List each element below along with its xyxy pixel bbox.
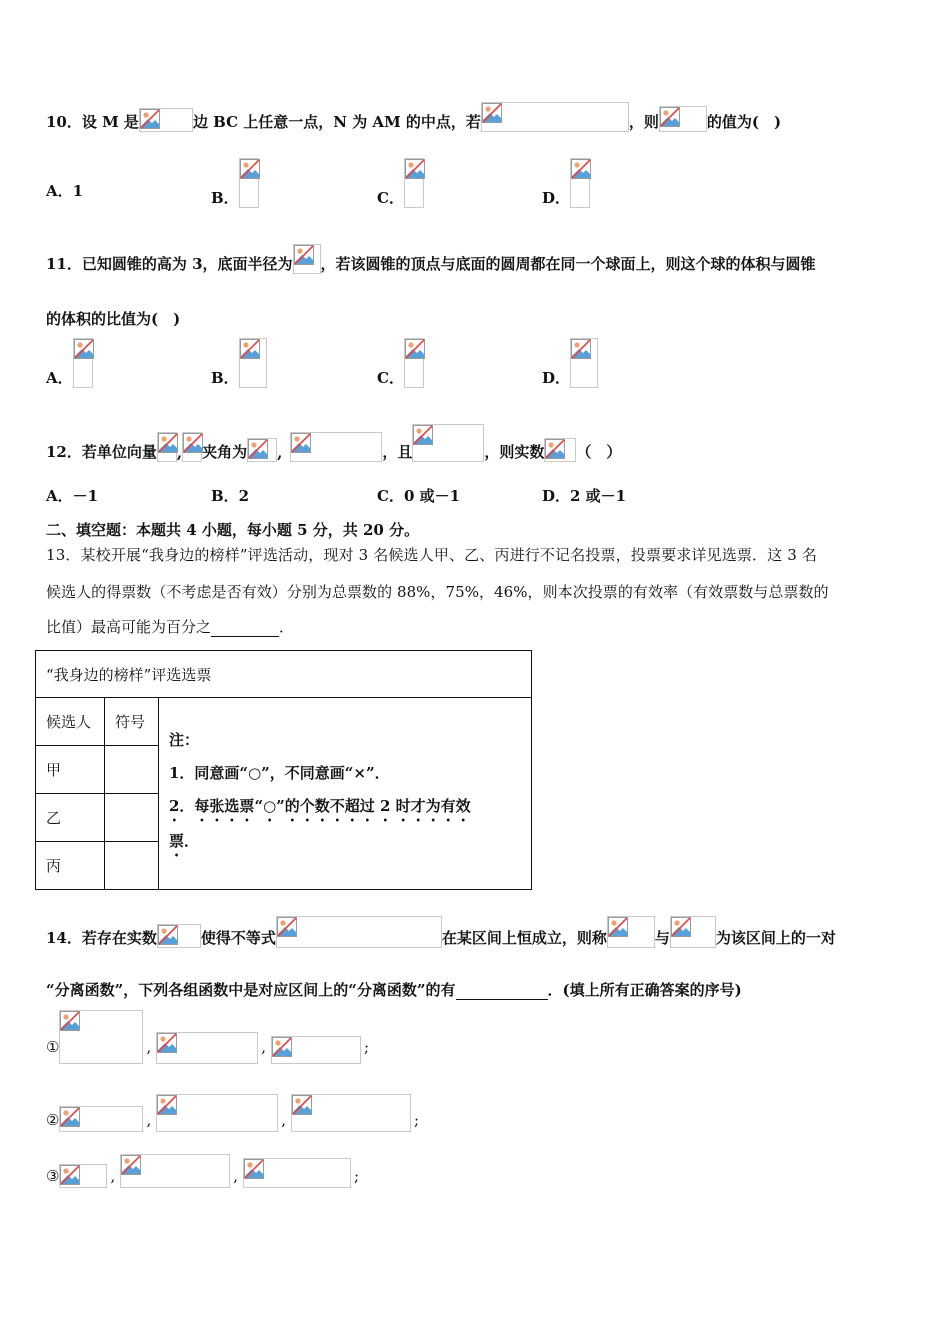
q12-text-2: ,	[176, 444, 183, 462]
formula-image	[239, 158, 259, 208]
q14-text-line2: “分离函数”，下列各组函数中是对应区间上的“分离函数”的有	[46, 981, 456, 999]
q12-text-7: （ ）	[576, 443, 622, 461]
option-label: C．	[377, 189, 404, 207]
symbol-cell[interactable]	[105, 746, 159, 794]
formula-image	[607, 916, 655, 948]
item-number: ②	[46, 1111, 60, 1129]
answer-blank[interactable]	[211, 622, 279, 637]
formula-image	[73, 338, 93, 388]
symbol-cell[interactable]	[105, 842, 159, 890]
q10-option-d	[542, 158, 590, 208]
broken-image-icon	[158, 433, 178, 453]
broken-image-icon	[405, 159, 425, 179]
q12-text-3: 夹角为	[202, 443, 248, 461]
ballot-note	[159, 698, 532, 890]
q11-option-d	[542, 338, 598, 388]
q12-text-6: ，则实数	[484, 443, 545, 461]
q12-text-5: ，且	[382, 443, 413, 461]
option-label: C．	[377, 369, 404, 387]
broken-image-icon	[157, 1095, 177, 1115]
option-label: B．	[211, 189, 239, 207]
q10-option-b	[211, 158, 259, 208]
column-header-symbol: 符号	[105, 698, 159, 746]
broken-image-icon	[157, 1033, 177, 1053]
formula-image	[276, 916, 442, 948]
note-item-1: 1．同意画“○”，不同意画“×”．	[169, 764, 390, 782]
broken-image-icon	[121, 1155, 141, 1175]
q13-text: 比值）最高可能为百分之	[46, 618, 212, 636]
item-number: ①	[46, 1038, 60, 1056]
answer-blank[interactable]	[456, 985, 548, 1000]
separator: ,	[146, 1111, 152, 1129]
separator: ,	[261, 1038, 267, 1056]
broken-image-icon	[571, 339, 591, 359]
formula-image	[120, 1154, 230, 1188]
note-item-2-cont: 票．	[169, 832, 200, 850]
formula-image	[139, 108, 193, 132]
separator: ,	[233, 1167, 239, 1185]
broken-image-icon	[244, 1159, 264, 1179]
formula-image	[670, 916, 716, 948]
q10-text-1: 10．设 M 是	[46, 113, 139, 131]
q11-text-1: 11．已知圆锥的高为 3，底面半径为	[46, 255, 293, 273]
broken-image-icon	[660, 107, 680, 127]
q14-item-3	[46, 1152, 359, 1188]
formula-image	[293, 244, 321, 274]
q10-text-4: 的值为( )	[706, 113, 782, 131]
question-14-stem	[46, 912, 836, 948]
formula-image	[182, 432, 202, 462]
broken-image-icon	[571, 159, 591, 179]
symbol-cell[interactable]	[105, 794, 159, 842]
formula-image	[59, 1106, 143, 1132]
ballot-title: “我身边的榜样”评选选票	[36, 651, 532, 698]
q12-text-4: ,	[277, 444, 283, 462]
broken-image-icon	[272, 1037, 292, 1057]
formula-image	[659, 106, 707, 132]
q14-text-2: 使得不等式	[200, 929, 276, 947]
q13-line-3	[46, 616, 294, 637]
formula-image	[291, 1094, 411, 1132]
q13-line-1: 13．某校开展“我身边的榜样”评选活动，现对 3 名候选人甲、乙、丙进行不记名投票，投票要求详见选票．这 3 名	[46, 546, 817, 564]
formula-image	[59, 1164, 107, 1188]
q11-text-3: 的体积的比值为( )	[46, 310, 181, 328]
broken-image-icon	[292, 1095, 312, 1115]
note-title: 注：	[169, 731, 200, 749]
formula-image	[156, 1032, 258, 1064]
broken-image-icon	[405, 339, 425, 359]
formula-image	[156, 1094, 278, 1132]
separator: ;	[414, 1111, 420, 1129]
broken-image-icon	[671, 917, 691, 937]
broken-image-icon	[183, 433, 203, 453]
q10-option-a	[46, 180, 83, 201]
section-heading: 二、填空题：本题共 4 小题，每小题 5 分，共 20 分。	[46, 521, 420, 539]
formula-image	[412, 424, 484, 462]
q12-option-a: A．－1	[46, 487, 99, 505]
formula-image	[157, 924, 201, 948]
q14-line-2	[46, 979, 742, 1000]
q13-line-2: 候选人的得票数（不考虑是否有效）分别为总票数的 88%，75%，46%，则本次投票的有效率（有效票数与总票数的	[46, 583, 829, 601]
formula-image	[404, 158, 424, 208]
candidate-name: 甲	[36, 746, 105, 794]
q10-text-3: ，则	[628, 113, 659, 131]
q14-text-line2-end: ．(填上所有正确答案的序号)	[547, 981, 742, 999]
candidate-name: 乙	[36, 794, 105, 842]
question-11-stem	[46, 242, 816, 274]
item-number: ③	[46, 1167, 60, 1185]
broken-image-icon	[248, 439, 268, 459]
q14-text-3: 在某区间上恒成立，则称	[441, 929, 607, 947]
broken-image-icon	[240, 159, 260, 179]
broken-image-icon	[74, 339, 94, 359]
broken-image-icon	[482, 103, 502, 123]
option-label: A．1	[46, 182, 84, 200]
q10-option-c	[377, 158, 424, 208]
q11-option-c	[377, 338, 424, 388]
broken-image-icon	[60, 1107, 80, 1127]
formula-image	[247, 438, 277, 462]
formula-image	[570, 338, 598, 388]
q12-text-1: 12．若单位向量	[46, 443, 157, 461]
formula-image	[157, 432, 177, 462]
formula-image	[243, 1158, 351, 1188]
q14-text-1: 14．若存在实数	[46, 929, 157, 947]
note-item-2: 2．每张选票“○”的个数不超过 2 时才为有效	[169, 797, 471, 815]
option-label: A．	[46, 369, 73, 387]
q12-option-c: C．0 或－1	[377, 487, 461, 505]
q11-option-b	[211, 338, 267, 388]
broken-image-icon	[545, 439, 565, 459]
broken-image-icon	[294, 245, 314, 265]
formula-image	[59, 1010, 143, 1064]
broken-image-icon	[158, 925, 178, 945]
separator: ;	[364, 1038, 370, 1056]
separator: ;	[354, 1167, 360, 1185]
formula-image	[481, 102, 629, 132]
formula-image	[271, 1036, 361, 1064]
broken-image-icon	[277, 917, 297, 937]
q14-item-2	[46, 1094, 419, 1132]
separator: ,	[146, 1038, 152, 1056]
ballot-table	[35, 650, 532, 890]
broken-image-icon	[60, 1011, 80, 1031]
formula-image	[544, 438, 576, 462]
broken-image-icon	[608, 917, 628, 937]
question-10-stem	[46, 100, 781, 132]
q14-item-1	[46, 1010, 369, 1064]
option-label: B．	[211, 369, 239, 387]
broken-image-icon	[291, 433, 311, 453]
q10-text-2: 边 BC 上任意一点，N 为 AM 的中点，若	[192, 113, 481, 131]
broken-image-icon	[140, 109, 160, 129]
formula-image	[239, 338, 267, 388]
separator: ,	[110, 1167, 116, 1185]
formula-image	[404, 338, 424, 388]
q11-option-a	[46, 338, 93, 388]
q11-text-2: ，若该圆锥的顶点与底面的圆周都在同一个球面上，则这个球的体积与圆锥	[320, 255, 816, 273]
candidate-name: 丙	[36, 842, 105, 890]
question-12-stem	[46, 420, 621, 462]
broken-image-icon	[413, 425, 433, 445]
formula-image	[290, 432, 382, 462]
q13-period: ．	[279, 618, 295, 636]
broken-image-icon	[60, 1165, 80, 1185]
q12-option-b: B．2	[211, 487, 250, 505]
formula-image	[570, 158, 590, 208]
q14-text-4: 与	[654, 929, 670, 947]
broken-image-icon	[240, 339, 260, 359]
q14-text-5: 为该区间上的一对	[715, 929, 836, 947]
q12-option-d: D．2 或－1	[542, 487, 627, 505]
separator: ,	[281, 1111, 287, 1129]
option-label: D．	[542, 189, 571, 207]
option-label: D．	[542, 369, 571, 387]
column-header-candidate: 候选人	[36, 698, 105, 746]
